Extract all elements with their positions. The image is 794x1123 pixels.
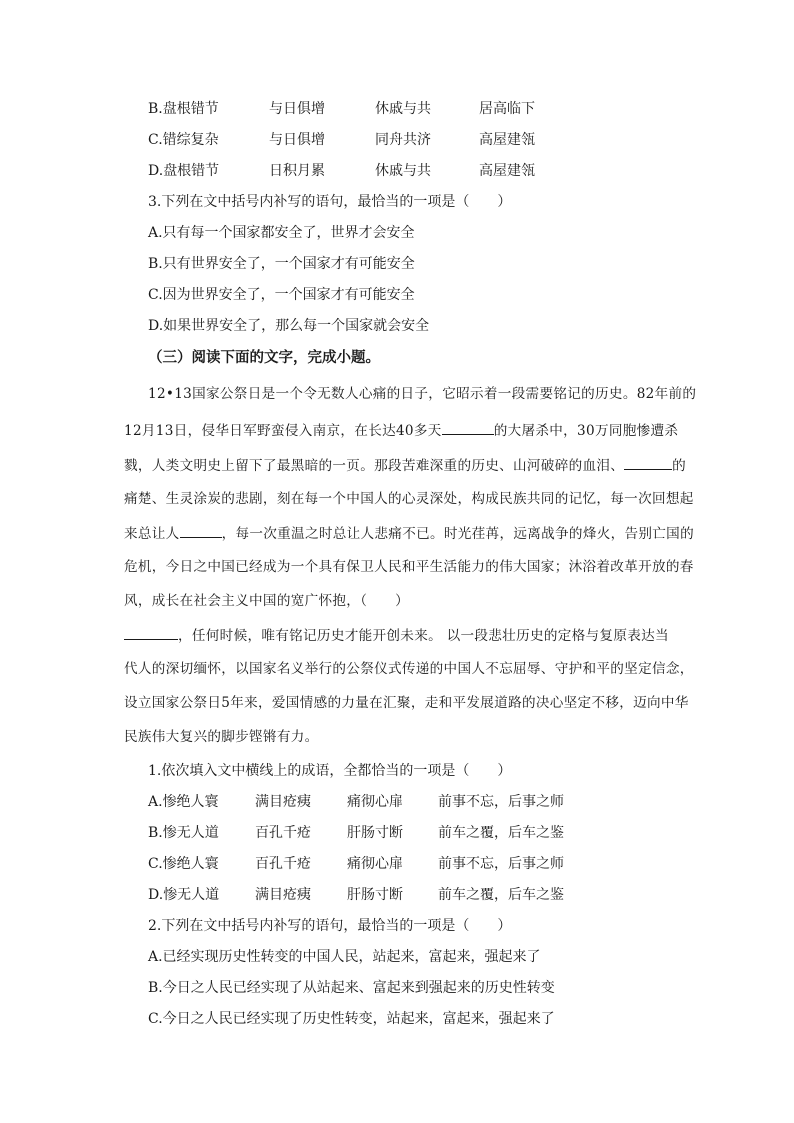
option-item: 惨绝人寰 [162,794,219,810]
option-item: 休戚与共 [375,101,431,117]
option-item: 高屋建瓴 [479,163,535,179]
option-row [148,99,535,119]
passage-text: ，每一次重温之时总让人悲痛不已。时光荏苒，远离战争的烽火，告别亡国的 [221,526,694,542]
passage-line [124,455,686,476]
fill-blank [124,625,178,640]
option-item: 错综复杂 [162,132,219,148]
option-item: 肝肠寸断 [347,887,403,903]
fill-blank [624,455,672,470]
section-heading: （三）阅读下面的文字，完成小题。 [148,349,380,366]
passage-line: 设立国家公祭日5年来，爱国情感的力量在汇聚，走和平发展道路的决心坚定不移，迈向中华 [124,695,689,711]
question-stem: 2.下列在文中括号内补写的语句，最恰当的一项是（ ） [148,918,512,934]
answer-option: B.只有世界安全了，一个国家才有可能安全 [148,256,415,272]
question-stem: 1.依次填入文中横线上的成语，全都恰当的一项是（ ） [148,763,512,779]
passage-line: 风，成长在社会主义中国的宽广怀抱，（ ） [124,593,409,609]
answer-option: C.今日之人民已经实现了历史性转变，站起来，富起来，强起来了 [148,1011,555,1027]
passage-text: 12月13日，侵华日军野蛮侵入南京，在长达40多天 [124,423,442,439]
option-label-and-first [148,130,269,150]
passage-text: 的大屠杀中，30万同胞惨遭杀 [493,423,679,439]
option-item: 盘根错节 [162,101,219,117]
option-item: 居高临下 [479,101,535,117]
option-label: B. [148,825,163,841]
option-item: 肝肠寸断 [347,825,403,841]
option-row [148,792,564,812]
option-item: 百孔千疮 [255,825,311,841]
option-label: B. [148,101,163,117]
option-row [148,854,564,874]
passage-line [124,420,678,441]
passage-text: ，任何时候，唯有铭记历史才能开创未来。 以一段悲壮历史的定格与复原表达当 [178,628,669,644]
option-item: 前车之覆，后车之鉴 [438,825,564,841]
option-label: D. [148,163,164,179]
option-label: D. [148,887,164,903]
option-item: 与日俱增 [269,132,325,148]
option-item: 满目疮痍 [255,794,311,810]
answer-option: A.已经实现历史性转变的中国人民，站起来，富起来，强起来了 [148,949,541,965]
passage-line: 代人的深切缅怀，以国家名义举行的公祭仪式传递的中国人不忘屈辱、守护和平的坚定信念， [124,661,694,677]
answer-option: A.只有每一个国家都安全了，世界才会安全 [148,225,415,241]
fill-blank [442,420,494,435]
passage-text: 的 [672,458,687,474]
option-item: 与日俱增 [269,101,325,117]
option-item: 痛彻心扉 [347,794,403,810]
passage-line [124,523,694,544]
fill-blank [180,523,222,538]
option-label: A. [148,794,163,810]
option-item: 百孔千疮 [255,856,311,872]
option-label-and-first [148,792,255,812]
passage-line: 痛楚、生灵涂炭的悲剧，刻在每一个中国人的心灵深处，构成民族共同的记忆，每一次回想起 [124,491,694,507]
option-label: C. [148,132,163,148]
passage-line: 12•13国家公祭日是一个令无数人心痛的日子，它昭示着一段需要铭记的历史。82年前的 [148,386,697,402]
option-item: 惨绝人寰 [162,856,219,872]
option-label-and-first [148,885,255,905]
option-row [148,823,564,843]
option-item: 痛彻心扉 [347,856,403,872]
answer-option: C.因为世界安全了，一个国家才有可能安全 [148,287,415,303]
option-item: 高屋建瓴 [479,132,535,148]
option-item: 惨无人道 [162,825,219,841]
passage-line: 民族伟大复兴的脚步铿锵有力。 [124,729,319,745]
option-item: 前车之覆，后车之鉴 [438,887,564,903]
option-item: 满目疮痍 [255,887,311,903]
option-item: 前事不忘，后事之师 [438,794,564,810]
option-row [148,130,535,150]
passage-text: 来总让人 [124,526,180,542]
option-item: 休戚与共 [375,163,431,179]
option-item: 同舟共济 [375,132,431,148]
option-row [148,885,564,905]
option-item: 日积月累 [269,163,325,179]
option-label-and-first [148,854,255,874]
option-label-and-first [148,161,269,181]
answer-option: B.今日之人民已经实现了从站起来、富起来到强起来的历史性转变 [148,980,555,996]
option-item: 惨无人道 [163,887,220,903]
passage-line: 危机，今日之中国已经成为一个具有保卫人民和平生活能力的伟大国家；沐浴着改革开放的春 [124,559,694,575]
passage-line [124,625,669,646]
option-row [148,161,535,181]
option-label-and-first [148,99,269,119]
option-item: 盘根错节 [163,163,220,179]
option-label: C. [148,856,163,872]
option-item: 前事不忘，后事之师 [438,856,564,872]
answer-option: D.如果世界安全了，那么每一个国家就会安全 [148,318,430,334]
option-label-and-first [148,823,255,843]
passage-text: 戮，人类文明史上留下了最黑暗的一页。那段苦难深重的历史、山河破碎的血泪、 [124,458,625,474]
question-stem: 3.下列在文中括号内补写的语句，最恰当的一项是（ ） [148,194,512,210]
